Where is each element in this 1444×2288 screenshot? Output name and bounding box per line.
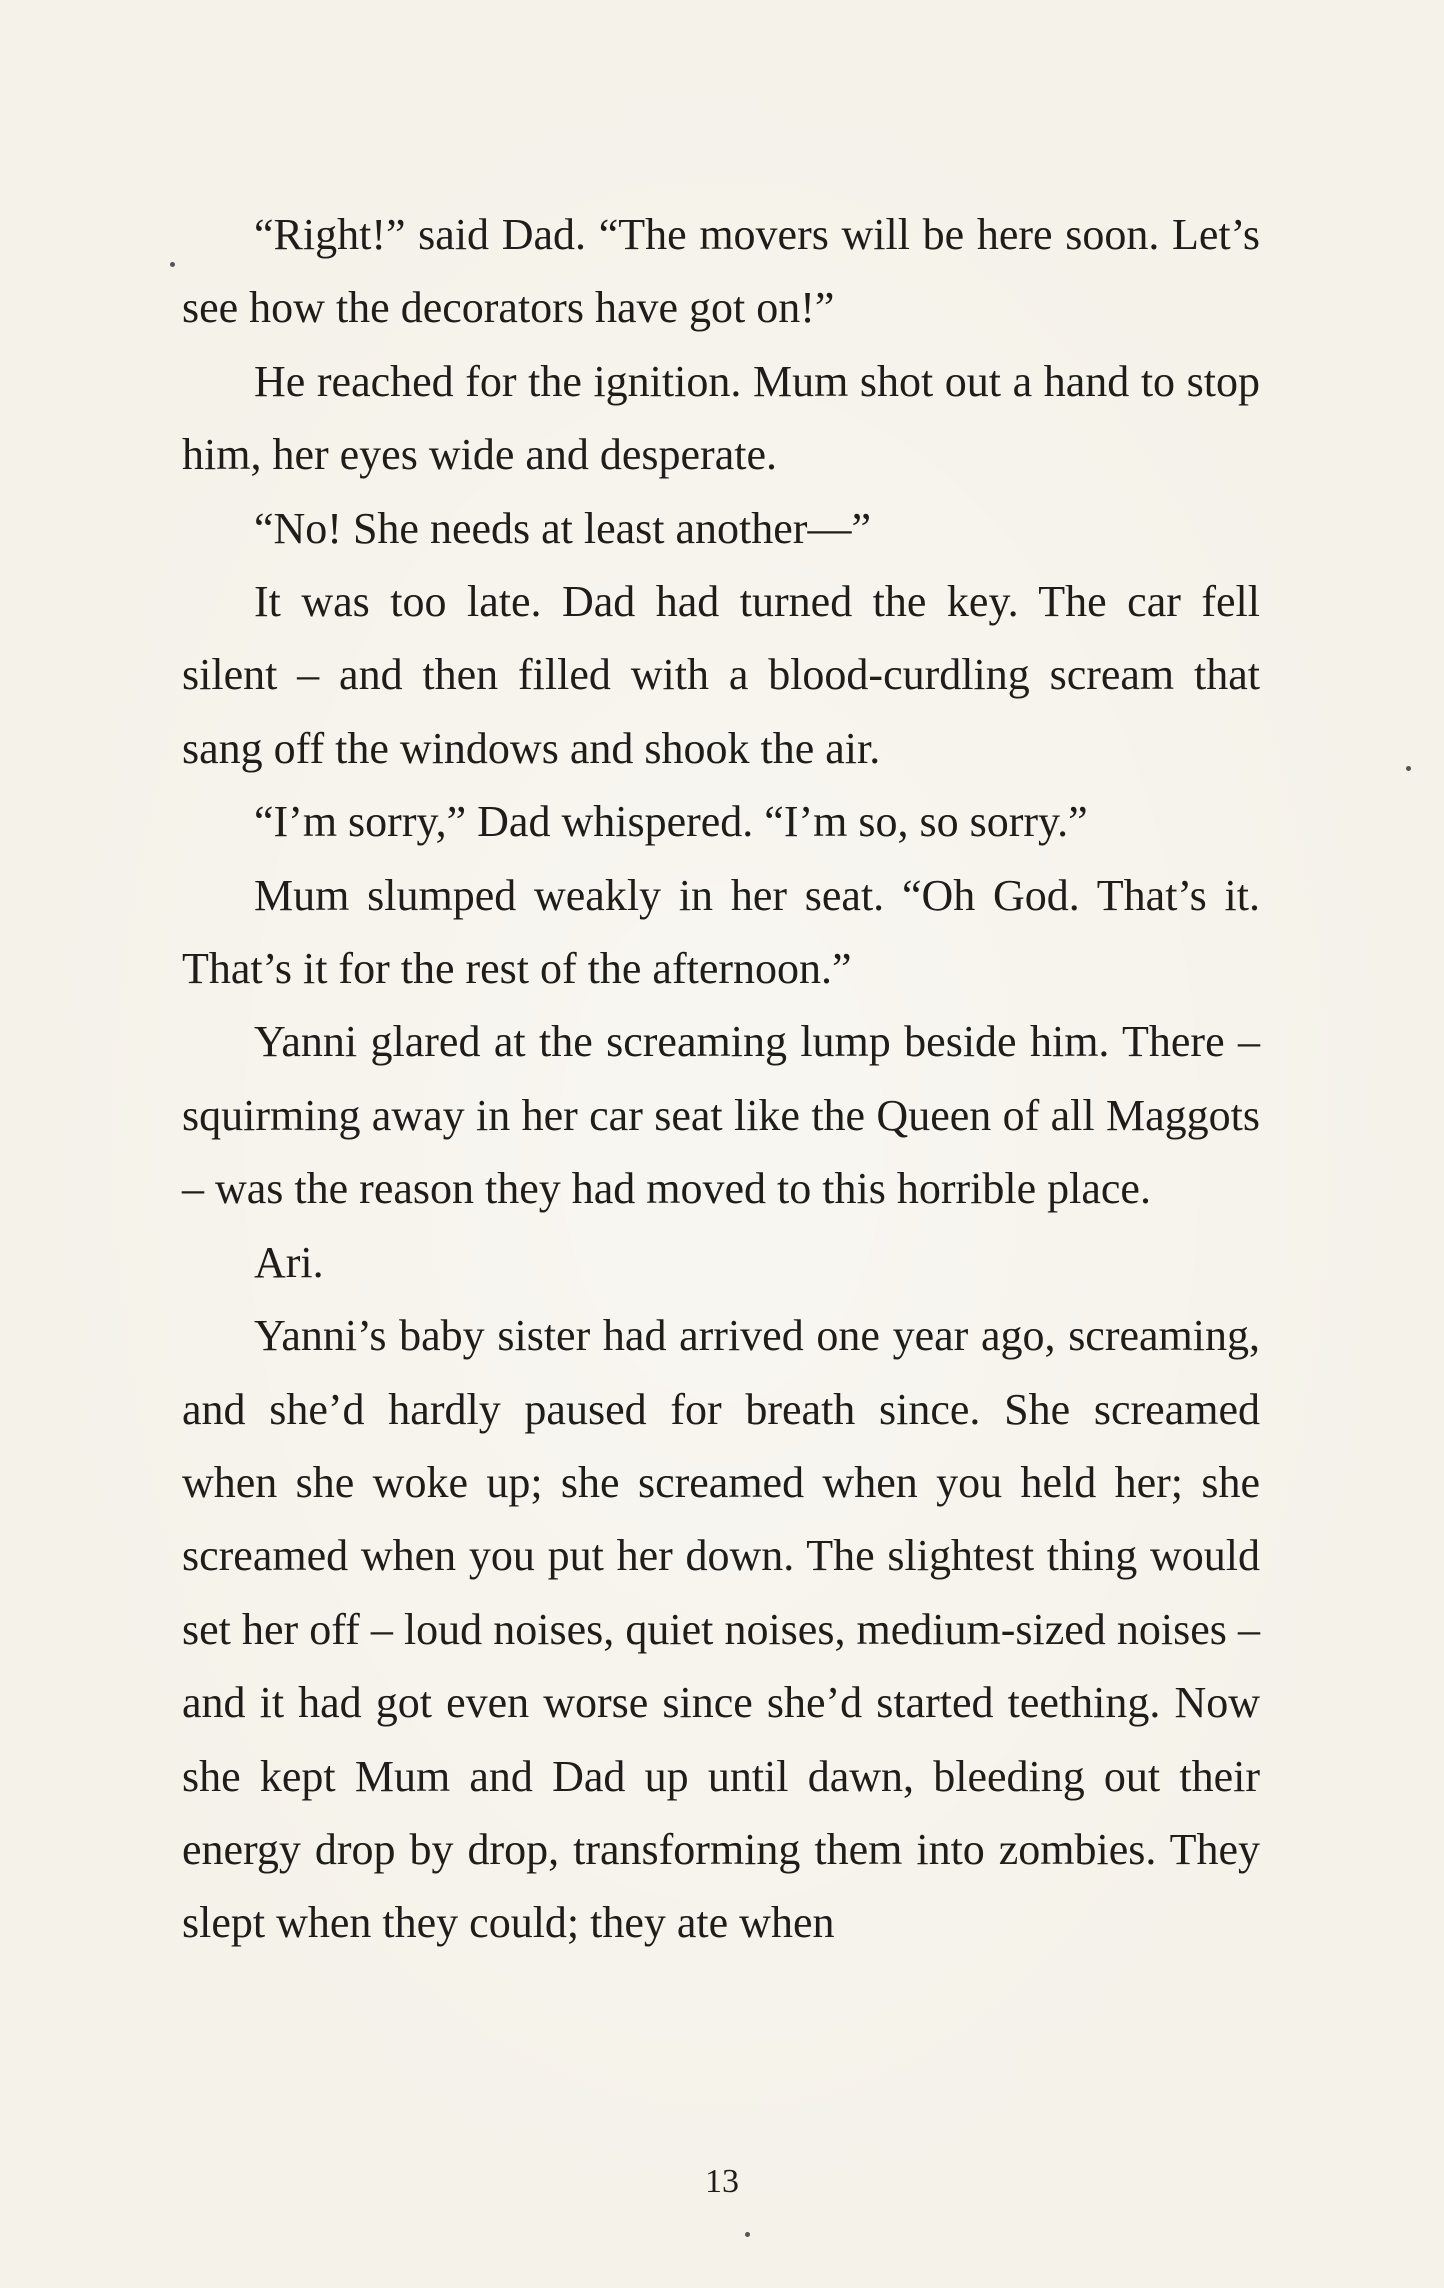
body-text: [182, 198, 1260, 1960]
paragraph-3: “No! She needs at least another—”: [254, 503, 871, 553]
paragraph-2: He reached for the ignition. Mum shot out a hand to stop him, her eyes wide and desperate.: [182, 356, 1260, 480]
paragraph-7: Yanni glared at the screaming lump beside him. There – squirming away in her car seat like the Queen of all Maggots – was the reason they had moved to this horrible place.: [182, 1017, 1260, 1214]
paragraph-1: “Right!” said Dad. “The movers will be here soon. Let’s see how the decorators have got on!”: [182, 210, 1260, 333]
scan-speck: [745, 2232, 750, 2237]
paragraph-8: Ari.: [254, 1237, 324, 1287]
paragraph-5: “I’m sorry,” Dad whispered. “I’m so, so sorry.”: [254, 797, 1088, 847]
paragraph-6: Mum slumped weakly in her seat. “Oh God. That’s it. That’s it for the rest of the afternoon.”: [182, 870, 1260, 994]
paragraph-4: It was too late. Dad had turned the key. The car fell silent – and then filled with a blood-curdling scream that sang off the windows and shook the air.: [182, 577, 1260, 773]
scan-speck: [1406, 766, 1411, 771]
page-number: 13: [705, 2163, 739, 2200]
scan-speck: [170, 262, 175, 267]
paragraph-9: Yanni’s baby sister had arrived one year ago, screaming, and she’d hardly paused for breath since. She screamed when she woke up; she screamed when you held her; she screamed when you put her down. The slightest thing would set her off – loud noises, quiet noises, medium-sized noises – and it had got even worse since she’d started teething. Now she kept Mum and Dad up until dawn, bleeding out their energy drop by drop, transforming them into zombies. They slept when they could; they ate when: [182, 1311, 1260, 1948]
